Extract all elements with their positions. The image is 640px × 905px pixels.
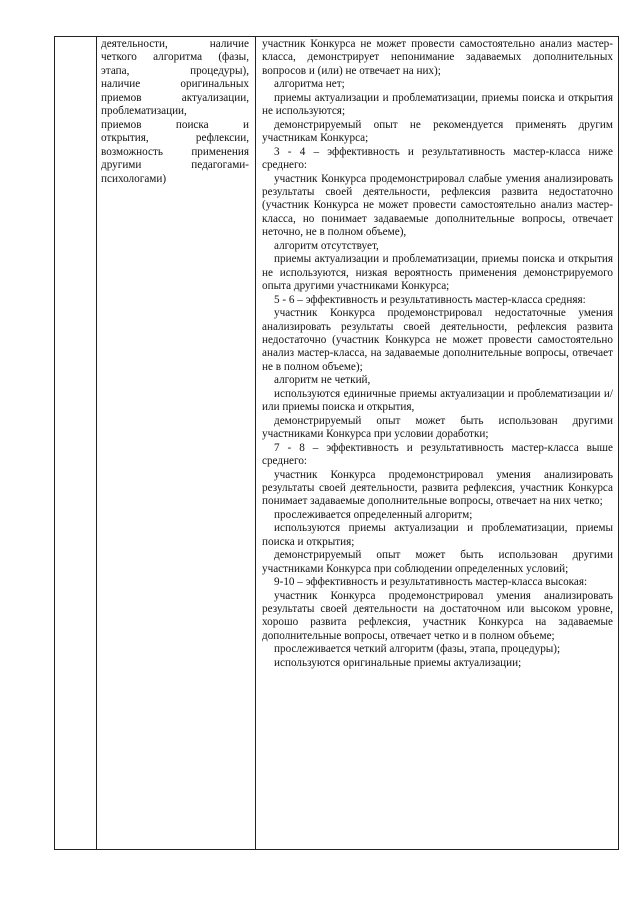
- score-level-heading: 5 - 6 – эффективность и результативность мастер-класса средняя:: [274, 293, 586, 306]
- paragraph: приемы актуализации и проблематизации, приемы поиска и открытия не используются, низкая вероятность применения демонстрируемого опыта другими участниками Конкурса;: [262, 253, 613, 293]
- criteria-line: деятельности, наличие: [101, 38, 249, 50]
- paragraph: участник Конкурса продемонстрировал недостаточные умения анализировать результаты своей деятельности, рефлексия развита недостаточно (участник Конкурса не может провести самостоятельно анализ мастер-класса, на задаваемые дополнительные вопросы, отвечает не в полном объеме);: [262, 307, 613, 373]
- paragraph: участник Конкурса продемонстрировал слабые умения анализировать результаты своей деятельности, рефлексия развита недостаточно (участник Конкурса не может провести самостоятельно анализ мастер-класса, но понимает задаваемые дополнительные вопросы, отвечает неточно, не в полном объеме),: [262, 172, 613, 239]
- criteria-line: наличие оригинальных: [101, 78, 249, 91]
- score-level-heading: 7 - 8 – эффективность и результативность мастер-класса выше среднего:: [262, 441, 613, 468]
- criteria-line: этапа, процедуры),: [101, 64, 249, 77]
- score-level-heading: 9-10 – эффективность и результативность мастер-класса высокая:: [274, 576, 588, 589]
- criteria-cell: [97, 37, 256, 850]
- criteria-line: четкого алгоритма (фазы,: [101, 51, 249, 64]
- number-cell: [55, 37, 97, 850]
- criteria-line: приемов поиска и: [101, 118, 249, 131]
- criteria-line: приемов актуализации,: [101, 91, 249, 104]
- paragraph: алгоритм не четкий,: [274, 374, 371, 387]
- criteria-line: открытия, рефлексии,: [101, 132, 249, 145]
- paragraph: участник Конкурса не может провести самостоятельно анализ мастер-класса, демонстрирует непонимание задаваемых дополнительных вопросов и (или) не отвечает на них);: [262, 38, 613, 77]
- paragraph: прослеживается определенный алгоритм;: [274, 508, 473, 521]
- paragraph: участник Конкурса продемонстрировал умения анализировать результаты своей деятельности на достаточном или высоком уровне, хорошо развита рефлексия, участник Конкурса на задаваемые дополнительные вопросы, отвечает четко и в полном объеме;: [262, 589, 613, 642]
- paragraph: участник Конкурса продемонстрировал умения анализировать результаты своей деятельности, развита рефлексия, участник Конкурса понимает задаваемые дополнительные вопросы, отвечает на них четко;: [262, 468, 613, 508]
- criteria-line: возможность применения: [101, 145, 249, 158]
- paragraph: алгоритм отсутствует,: [274, 239, 379, 252]
- paragraph: используются единичные приемы актуализации и проблематизации и/или приемы поиска и открытия,: [262, 387, 613, 414]
- score-level-heading: 3 - 4 – эффективность и результативность мастер-класса ниже среднего:: [262, 145, 613, 172]
- paragraph: алгоритма нет;: [274, 78, 345, 91]
- paragraph: приемы актуализации и проблематизации, приемы поиска и открытия не используются;: [262, 91, 613, 118]
- criteria-line: проблематизации,: [101, 105, 187, 118]
- paragraph: прослеживается четкий алгоритм (фазы, этапа, процедуры);: [274, 643, 561, 656]
- paragraph: используются оригинальные приемы актуализации;: [274, 656, 522, 669]
- criteria-line: другими педагогами-: [101, 159, 249, 172]
- paragraph: демонстрируемый опыт может быть использован другими участниками Конкурса при соблюдении определенных условий;: [262, 549, 613, 575]
- table-row: [55, 37, 619, 850]
- criteria-line: психологами): [101, 172, 167, 185]
- description-cell: [256, 37, 619, 850]
- paragraph: демонстрируемый опыт не рекомендуется применять другим участникам Конкурса;: [262, 118, 613, 145]
- criteria-table: [54, 36, 619, 850]
- paragraph: демонстрируемый опыт может быть использован другими участниками Конкурса при условии доработки;: [262, 414, 613, 441]
- paragraph: используются приемы актуализации и проблематизации, приемы поиска и открытия;: [262, 522, 613, 548]
